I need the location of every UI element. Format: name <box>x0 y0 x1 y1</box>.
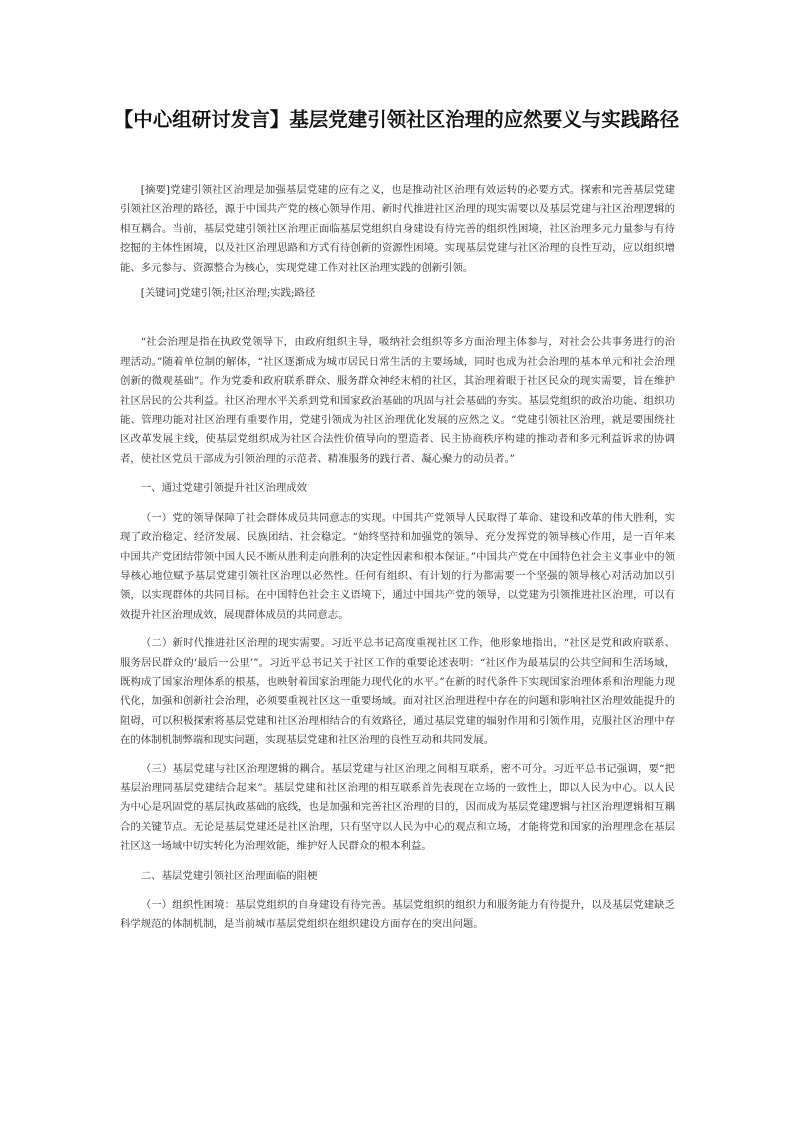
document-body <box>120 181 675 935</box>
body-paragraph-4: （一）组织性困境：基层党组织的自身建设有待完善。基层党组织的组织力和服务能力有待提升，以及基层党建缺乏科学规范的体制机制，是当前城市基层党组织在组织建设方面存在的突出问题。 <box>120 899 675 931</box>
section-heading-1: 一、通过党建引领提升社区治理成效 <box>140 482 308 495</box>
body-paragraph-1: （一）党的领导保障了社会群体成员共同意志的实现。中国共产党领导人民取得了革命、建设和改革的伟大胜利，实现了政治稳定、经济发展、民族团结、社会稳定。“始终坚持和加强党的领导、充分发挥党的领导核心作用，是一百年来中国共产党团结带领中国人民不断从胜利走向胜利的决定性因素和根本保证。”中国共产党在中国特色社会主义事业中的领导核心地位赋予基层党建引领社区治理以必然性。任何有组织、有计划的行为都需要一个坚强的领导核心对活动加以引领，以实现群体的共同目标。在中国特色社会主义语境下，通过中国共产党的领导，以党建为引领推进社区治理，可以有效提升社区治理成效，展现群体成员的共同意志。 <box>120 511 675 621</box>
body-paragraph-2: （二）新时代推进社区治理的现实需要。习近平总书记高度重视社区工作，他形象地指出，“社区是党和政府联系、服务居民群众的‘最后一公里’”。习近平总书记关于社区工作的重要论述表明：“社区作为最基层的公共空间和生活场域，既构成了国家治理体系的根基，也映射着国家治理能力现代化的水平。”在新的时代条件下实现国家治理体系和治理能力现代化，加强和创新社会治理，必须要重视社区这一重要场域。面对社区治理进程中存在的问题和影响社区治理效能提升的阻碍，可以积极探索将基层党建和社区治理相结合的有效路径，通过基层党建的辐射作用和引领作用，克服社区治理中存在的体制机制弊端和现实问题，实现基层党建和社区治理的良性互动和共同发展。 <box>120 637 675 747</box>
document-title: 【中心组研讨发言】基层党建引领社区治理的应然要义与实践路径 <box>113 108 680 131</box>
section-heading-2: 二、基层党建引领社区治理面临的阻梗 <box>140 869 318 882</box>
intro-paragraph: “社会治理是指在执政党领导下，由政府组织主导，吸纳社会组织等多方面治理主体参与，对社会公共事务进行的治理活动。”随着单位制的解体，“社区逐渐成为城市居民日常生活的主要场域，同时也成为社会治理的基本单元和社会治理创新的微观基础”。作为党委和政府联系群众、服务群众神经末梢的社区，其治理着眼于社区民众的现实需要，旨在维护社区居民的公共利益。社区治理水平关系到党和国家政治基础的巩固与社会基础的夯实。基层党组织的政治功能、组织功能、管理功能对社区治理有重要作用，党建引领成为社区治理优化发展的应然之义。“党建引领社区治理，就是要围绕社区改革发展主线，使基层党组织成为社区合法性价值导向的塑造者、民主协商秩序构建的推动者和多元利益诉求的协调者，使社区党员干部成为引领治理的示范者、精准服务的践行者、凝心聚力的动员者。” <box>120 336 675 465</box>
keywords-line: [关键词]党建引领;社区治理;实践;路径 <box>140 287 316 300</box>
abstract-paragraph: [摘要]党建引领社区治理是加强基层党建的应有之义，也是推动社区治理有效运转的必要方式。探索和完善基层党建引领社区治理的路径，源于中国共产党的核心领导作用、新时代推进社区治理的现实需要以及基层党建与社区治理逻辑的相互耦合。当前，基层党建引领社区治理正面临基层党组织自身建设有待完善的组织性困境，社区治理多元力量参与有待挖掘的主体性困境，以及社区治理思路和方式有待创新的资源性困境。实现基层党建与社区治理的良性互动，应以组织增能、多元参与、资源整合为核心，实现党建工作对社区治理实践的创新引领。 <box>120 184 675 274</box>
body-paragraph-3: （三）基层党建与社区治理逻辑的耦合。基层党建与社区治理之间相互联系，密不可分。习近平总书记强调，要“把基层治理同基层党建结合起来”。基层党建和社区治理的相互联系首先表现在立场的一致性上，即以人民为中心。以人民为中心是巩固党的基层执政基础的底线，也是加强和完善社区治理的目的，因而成为基层党建逻辑与社区治理逻辑相互耦合的关键节点。无论是基层党建还是社区治理，只有坚守以人民为中心的观点和立场，才能将党和国家的治理理念在基层社区这一场域中切实转化为治理效能，维护好人民群众的根本利益。 <box>120 762 675 853</box>
